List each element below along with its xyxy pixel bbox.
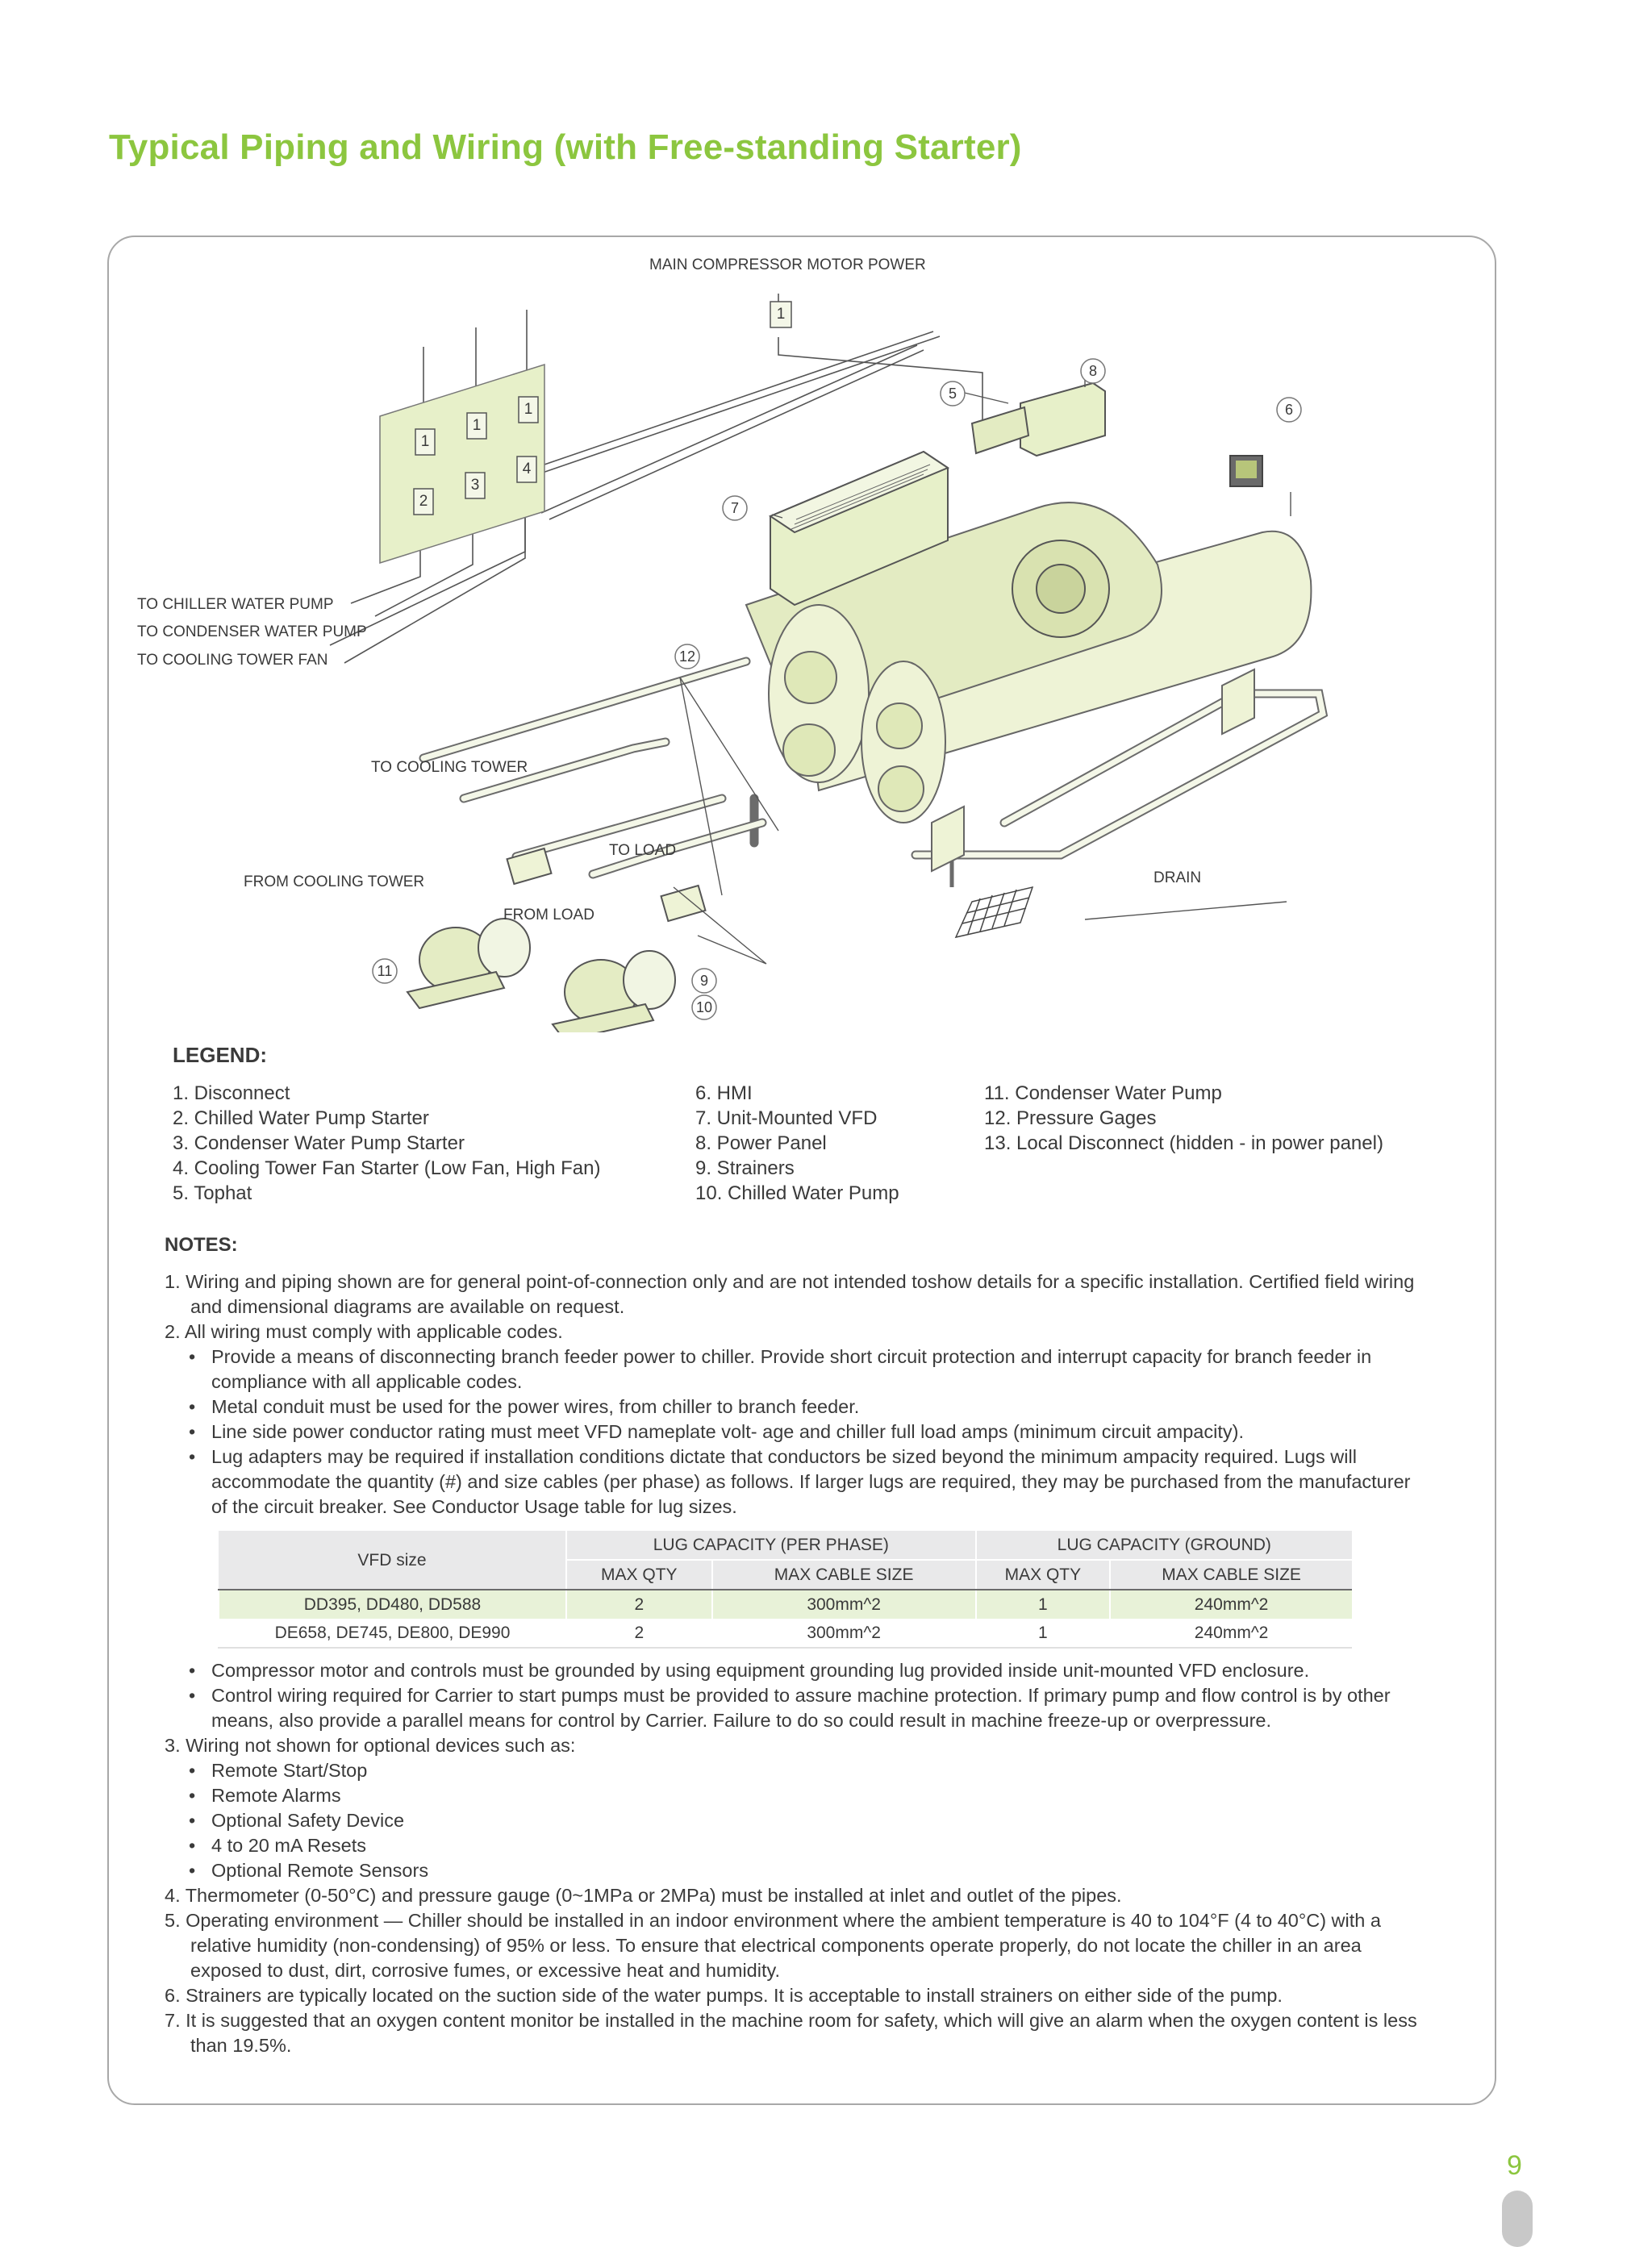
note-3-bullet: • Optional Safety Device <box>165 1808 1423 1833</box>
legend-column-2 <box>695 1081 899 1206</box>
table-cell: DE658, DE745, DE800, DE990 <box>219 1619 566 1648</box>
legend-item: 6. HMI <box>695 1082 753 1104</box>
pumps <box>407 919 675 1032</box>
label-main-power: MAIN COMPRESSOR MOTOR POWER <box>649 256 926 273</box>
label-to-chiller-pump: TO CHILLER WATER PUMP <box>137 596 334 613</box>
label-from-cooling-tower: FROM COOLING TOWER <box>244 873 425 890</box>
table-row <box>219 1619 1352 1648</box>
table-cell: 1 <box>976 1619 1111 1648</box>
legend-item: 11. Condenser Water Pump <box>984 1082 1222 1104</box>
header-vfd-size: VFD size <box>219 1531 566 1590</box>
table-row <box>219 1590 1352 1619</box>
note-5: 5. Operating environment — Chiller should be installed in an indoor environment where the ambient temperature is 40 to 104°F (4 to 40°C) with a relative humidity (non-condensing) of 95% or less. To ensure that electrical components operate properly, do not locate the chiller in an area exposed to dust, dirt, corrosive fumes, or excessive heat and humidity. <box>165 1910 1381 1981</box>
callout-4: 4 <box>522 461 532 477</box>
note-3-bullet: • Optional Remote Sensors <box>165 1858 1423 1883</box>
legend-item: 2. Chilled Water Pump Starter <box>173 1107 429 1129</box>
callout-1a: 1 <box>420 433 430 450</box>
callout-5: 5 <box>948 386 957 402</box>
header-max-qty: MAX QTY <box>566 1560 712 1590</box>
legend-column-1 <box>173 1081 600 1206</box>
callout-6: 6 <box>1284 402 1294 418</box>
callout-8: 8 <box>1088 363 1098 379</box>
label-to-tower-fan: TO COOLING TOWER FAN <box>137 652 328 669</box>
table-cell: 240mm^2 <box>1110 1619 1352 1648</box>
label-to-condenser-pump: TO CONDENSER WATER PUMP <box>137 623 367 640</box>
note-2: 2. All wiring must comply with applicable codes. <box>165 1321 563 1342</box>
header-max-cable: MAX CABLE SIZE <box>1110 1560 1352 1590</box>
legend-item: 1. Disconnect <box>173 1082 290 1104</box>
note-3-bullet: • Remote Start/Stop <box>165 1758 1423 1783</box>
callout-9: 9 <box>699 973 709 989</box>
table-cell: 240mm^2 <box>1110 1590 1352 1619</box>
label-to-load: TO LOAD <box>609 842 677 859</box>
label-from-load: FROM LOAD <box>503 907 594 923</box>
page-title: Typical Piping and Wiring (with Free-standing Starter) <box>109 127 1022 167</box>
label-to-cooling-tower: TO COOLING TOWER <box>371 759 528 776</box>
legend-column-3 <box>984 1081 1383 1156</box>
note-2-bullet: • Control wiring required for Carrier to start pumps must be provided to assure machine protection. If primary pump and flow control is by other means, also provide a parallel means for control by Carrier. Failure to do so could result in machine freeze-up or overpressure. <box>165 1683 1423 1733</box>
note-2-bullet: • Metal conduit must be used for the power wires, from chiller to branch feeder. <box>165 1394 1423 1419</box>
page-number: 9 <box>1507 2150 1522 2181</box>
legend-item: 8. Power Panel <box>695 1132 827 1154</box>
notes-body <box>165 1269 1423 2058</box>
note-4: 4. Thermometer (0-50°C) and pressure gauge (0~1MPa or 2MPa) must be installed at inlet and outlet of the pipes. <box>165 1885 1122 1906</box>
callout-7: 7 <box>730 500 740 516</box>
header-max-qty: MAX QTY <box>976 1560 1111 1590</box>
legend-item: 13. Local Disconnect (hidden - in power panel) <box>984 1132 1383 1154</box>
note-2-bullet: • Line side power conductor rating must meet VFD nameplate volt- age and chiller full load amps (minimum circuit ampacity). <box>165 1419 1423 1444</box>
note-7: 7. It is suggested that an oxygen content monitor be installed in the machine room for safety, which will give an alarm when the oxygen content is less than 19.5%. <box>165 2010 1417 2056</box>
power-panel <box>1020 383 1105 456</box>
callout-11: 11 <box>377 963 393 979</box>
callout-12: 12 <box>678 648 696 665</box>
table-cell: 300mm^2 <box>712 1619 976 1648</box>
callout-1c: 1 <box>524 401 533 418</box>
table-cell: 300mm^2 <box>712 1590 976 1619</box>
table-cell: 2 <box>566 1619 712 1648</box>
legend-item: 7. Unit-Mounted VFD <box>695 1107 878 1129</box>
note-3-bullet: • 4 to 20 mA Resets <box>165 1833 1423 1858</box>
header-lug-phase: LUG CAPACITY (PER PHASE) <box>566 1531 976 1560</box>
note-2-bullet: • Provide a means of disconnecting branch feeder power to chiller. Provide short circuit protection and interrupt capacity for branch feeder in compliance with all applicable codes. <box>165 1344 1423 1394</box>
page-tab-marker <box>1502 2191 1533 2247</box>
note-2-bullet: • Lug adapters may be required if installation conditions dictate that conductors be sized beyond the minimum ampacity required. Lugs will accommodate the quantity (#) and size cables (per phase) as follows. If larger lugs are required, they may be purchased from the manufacturer of the circuit breaker. See Conductor Usage table for lug sizes. <box>165 1444 1423 1520</box>
legend-item: 12. Pressure Gages <box>984 1107 1157 1129</box>
piping-wiring-diagram <box>109 242 1495 1032</box>
lug-capacity-table <box>218 1531 1352 1649</box>
label-drain: DRAIN <box>1153 869 1202 886</box>
note-6: 6. Strainers are typically located on the suction side of the water pumps. It is acceptable to install strainers on either side of the pump. <box>165 1985 1283 2006</box>
legend-item: 9. Strainers <box>695 1157 795 1179</box>
table-cell: 1 <box>976 1590 1111 1619</box>
legend-item: 4. Cooling Tower Fan Starter (Low Fan, High Fan) <box>173 1157 601 1179</box>
legend-title: LEGEND: <box>173 1043 267 1067</box>
table-cell: DD395, DD480, DD588 <box>219 1590 566 1619</box>
callout-1b: 1 <box>472 417 482 434</box>
callout-3: 3 <box>470 477 480 494</box>
table-cell: 2 <box>566 1590 712 1619</box>
legend-item: 5. Tophat <box>173 1182 252 1204</box>
callout-1-main: 1 <box>776 306 786 323</box>
chiller-illustration <box>109 242 1495 1032</box>
notes-title: NOTES: <box>165 1234 238 1256</box>
header-max-cable: MAX CABLE SIZE <box>712 1560 976 1590</box>
callout-10: 10 <box>695 999 713 1015</box>
legend-item: 10. Chilled Water Pump <box>695 1182 899 1204</box>
note-1: 1. Wiring and piping shown are for general point-of-connection only and are not intended toshow details for a specific installation. Certified field wiring and dimensional diagrams are available on request. <box>165 1271 1415 1317</box>
note-2-bullet: • Compressor motor and controls must be grounded by using equipment grounding lug provided inside unit-mounted VFD enclosure. <box>165 1658 1423 1683</box>
header-lug-ground: LUG CAPACITY (GROUND) <box>976 1531 1352 1560</box>
note-3-bullet: • Remote Alarms <box>165 1783 1423 1808</box>
drain-grate <box>956 887 1032 937</box>
note-3: 3. Wiring not shown for optional devices such as: <box>165 1735 576 1756</box>
callout-2: 2 <box>419 493 428 510</box>
legend-item: 3. Condenser Water Pump Starter <box>173 1132 465 1154</box>
